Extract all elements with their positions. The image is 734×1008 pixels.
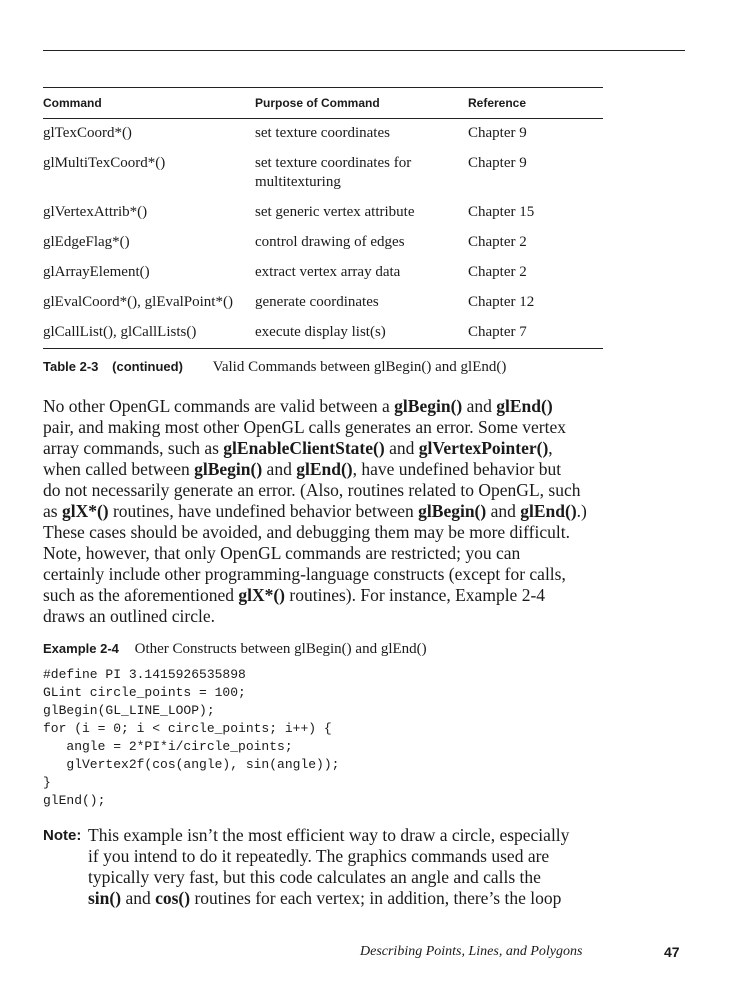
command-name: glBegin() [394, 396, 463, 416]
note-body [88, 825, 613, 909]
text-run: , [548, 438, 553, 458]
example-title: Other Constructs between glBegin() and glEnd() [134, 641, 427, 657]
cell-reference: Chapter 12 [468, 294, 535, 310]
text-line [43, 417, 613, 438]
commands-table [43, 87, 603, 349]
command-name: glBegin() [418, 501, 487, 521]
cell-command: glMultiTexCoord*() [43, 155, 166, 171]
cell-reference: Chapter 9 [468, 125, 527, 141]
text-run: and [486, 501, 521, 521]
text-line [88, 825, 613, 846]
cell-command: glCallList(), glCallLists() [43, 324, 197, 340]
code-line: glBegin(GL_LINE_LOOP); [43, 703, 215, 718]
text-run: if you intend to do it repeatedly. The graphics commands used are [88, 846, 550, 866]
cell-purpose [255, 124, 468, 149]
code-line: glVertex2f(cos(angle), sin(angle)); [43, 757, 340, 772]
command-name: glEnd() [496, 396, 553, 416]
cell-command: glEdgeFlag*() [43, 234, 130, 250]
text-line [88, 867, 613, 888]
code-line: glEnd(); [43, 793, 106, 808]
code-line: for (i = 0; i < circle_points; i++) { [43, 721, 332, 736]
note-label: Note: [43, 827, 82, 844]
command-name: glBegin() [194, 459, 263, 479]
text-line [43, 564, 613, 585]
page-number: 47 [664, 944, 680, 960]
table-body [43, 119, 603, 348]
text-run: do not necessarily generate an error. (Also, routines related to OpenGL, such [43, 480, 581, 500]
cell-purpose [255, 203, 468, 228]
text-run: as [43, 501, 62, 521]
example-caption [43, 641, 427, 658]
cell-purpose-line: execute display list(s) [255, 324, 386, 340]
cell-purpose-line: generate coordinates [255, 294, 379, 310]
example-label: Example 2-4 [43, 641, 119, 656]
command-name: glEnableClientState() [223, 438, 385, 458]
header-command: Command [43, 96, 102, 110]
cell-command: glTexCoord*() [43, 125, 132, 141]
code-line: } [43, 775, 51, 790]
running-footer-title: Describing Points, Lines, and Polygons [360, 944, 583, 959]
text-line [88, 888, 613, 909]
cell-reference: Chapter 2 [468, 234, 527, 250]
cell-purpose [255, 154, 468, 198]
cell-purpose [255, 323, 468, 348]
cell-reference: Chapter 2 [468, 264, 527, 280]
text-line [43, 522, 613, 543]
header-purpose: Purpose of Command [255, 96, 380, 110]
note [43, 825, 613, 909]
command-name: glVertexPointer() [418, 438, 549, 458]
command-name: cos() [155, 888, 191, 908]
text-run: These cases should be avoided, and debugging them may be more difficult. [43, 522, 570, 542]
text-line [43, 480, 613, 501]
text-run: when called between [43, 459, 195, 479]
table-caption-label: Table 2-3 [43, 359, 99, 374]
table-caption-continued: (continued) [112, 359, 183, 374]
code-block [43, 666, 339, 810]
table-row [43, 119, 603, 149]
table-bottom-rule [43, 348, 603, 349]
text-run: such as the aforementioned [43, 585, 239, 605]
command-name: glEnd() [296, 459, 353, 479]
cell-purpose-line: multitexturing [255, 174, 341, 190]
text-run: array commands, such as [43, 438, 224, 458]
cell-purpose [255, 293, 468, 318]
cell-purpose-line: control drawing of edges [255, 234, 405, 250]
text-line [43, 585, 613, 606]
text-run: pair, and making most other OpenGL calls generates an error. Some vertex [43, 417, 566, 437]
top-rule [43, 50, 685, 51]
table-row [43, 288, 603, 318]
cell-purpose [255, 263, 468, 288]
cell-purpose [255, 233, 468, 258]
text-run: No other OpenGL commands are valid between a [43, 396, 395, 416]
table-row [43, 149, 603, 198]
text-line [43, 459, 613, 480]
cell-reference: Chapter 9 [468, 155, 527, 171]
paragraph-1 [43, 396, 613, 543]
cell-purpose-line: set texture coordinates for [255, 155, 412, 171]
text-run: routines for each vertex; in addition, there’s the loop [190, 888, 562, 908]
text-line [88, 846, 613, 867]
text-run: routines, have undefined behavior between [108, 501, 419, 521]
table-caption-title: Valid Commands between glBegin() and glEnd() [212, 359, 507, 375]
command-name: glX*() [238, 585, 286, 605]
text-line [43, 501, 613, 522]
text-line [43, 543, 613, 564]
table-row [43, 318, 603, 348]
table-caption [43, 359, 506, 376]
table-row [43, 198, 603, 228]
text-run: and [121, 888, 156, 908]
text-line [43, 606, 613, 627]
text-line [43, 396, 613, 417]
table-header-row [43, 88, 603, 118]
cell-command: glEvalCoord*(), glEvalPoint*() [43, 294, 233, 310]
text-line [43, 438, 613, 459]
code-line: #define PI 3.1415926535898 [43, 667, 246, 682]
cell-purpose-line: set generic vertex attribute [255, 204, 415, 220]
cell-command: glVertexAttrib*() [43, 204, 148, 220]
text-run: Note, however, that only OpenGL commands are restricted; you can [43, 543, 521, 563]
text-run: typically very fast, but this code calculates an angle and calls the [88, 867, 541, 887]
text-run: and [384, 438, 419, 458]
text-run: .) [576, 501, 587, 521]
text-run: and [462, 396, 497, 416]
text-run: This example isn’t the most efficient way to draw a circle, especially [88, 825, 570, 845]
table-row [43, 228, 603, 258]
text-run: and [262, 459, 297, 479]
code-line: GLint circle_points = 100; [43, 685, 246, 700]
code-line: angle = 2*PI*i/circle_points; [43, 739, 293, 754]
text-run: , have undefined behavior but [352, 459, 562, 479]
text-run: draws an outlined circle. [43, 606, 216, 626]
cell-purpose-line: set texture coordinates [255, 125, 390, 141]
paragraph-2 [43, 543, 613, 627]
cell-purpose-line: extract vertex array data [255, 264, 401, 280]
command-name: glEnd() [520, 501, 577, 521]
command-name: sin() [88, 888, 122, 908]
cell-reference: Chapter 7 [468, 324, 527, 340]
text-run: routines). For instance, Example 2-4 [285, 585, 546, 605]
cell-command: glArrayElement() [43, 264, 150, 280]
text-run: certainly include other programming-language constructs (except for calls, [43, 564, 566, 584]
table-row [43, 258, 603, 288]
header-reference: Reference [468, 96, 527, 110]
command-name: glX*() [61, 501, 109, 521]
cell-reference: Chapter 15 [468, 204, 535, 220]
